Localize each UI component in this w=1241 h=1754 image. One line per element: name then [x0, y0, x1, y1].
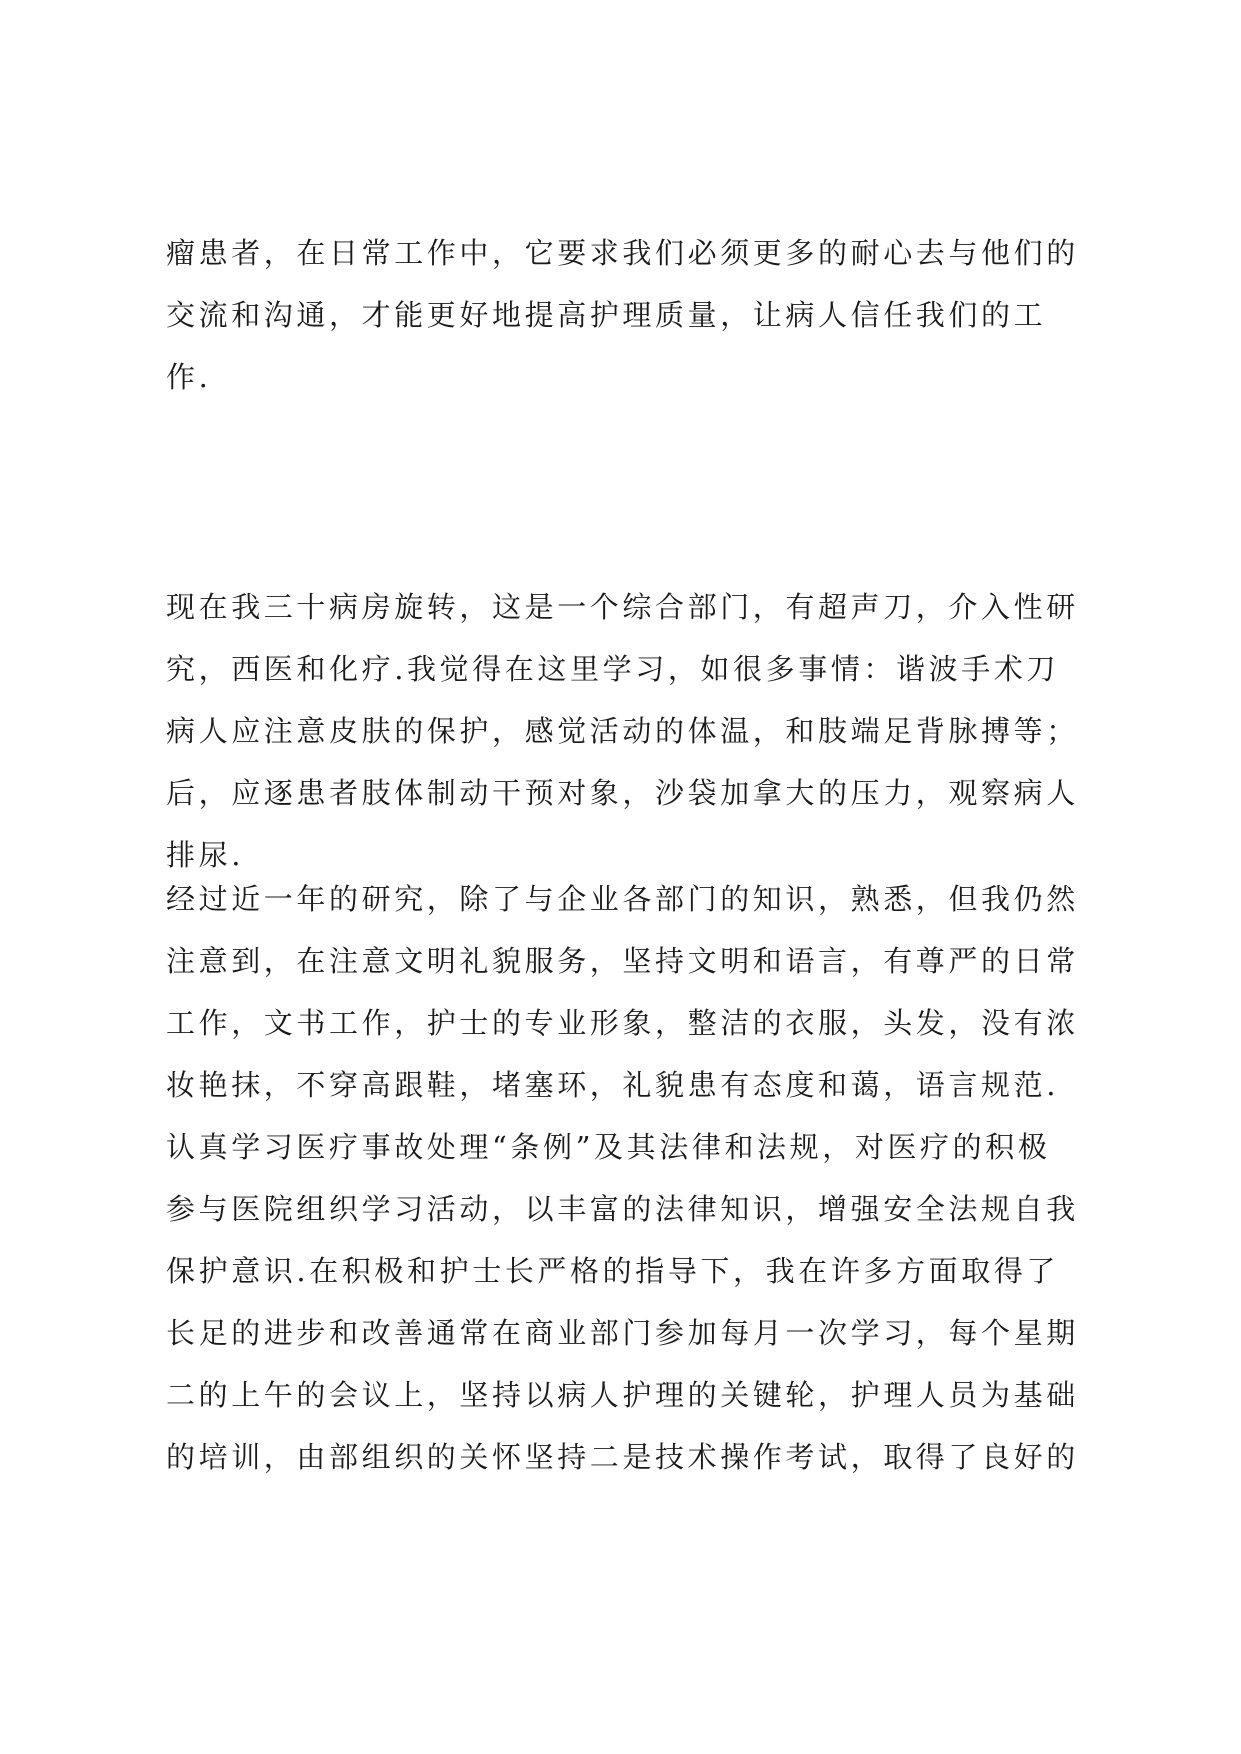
text-line: 现在我三十病房旋转，这是一个综合部门，有超声刀，介入性研	[166, 590, 1079, 624]
text-line: 的培训，由部组织的关怀坚持二是技术操作考试，取得了良好的	[166, 1440, 1079, 1474]
text-line: 究，西医和化疗.我觉得在这里学习，如很多事情：谐波手术刀	[166, 652, 1060, 686]
text-line: 经过近一年的研究，除了与企业各部门的知识，熟悉，但我仍然	[166, 882, 1079, 916]
text-line: 认真学习医疗事故处理“条例”及其法律和法规，对医疗的积极	[166, 1130, 1051, 1164]
paragraph-3	[166, 868, 1094, 1488]
text-line: 病人应注意皮肤的保护，感觉活动的体温，和肢端足背脉搏等；	[166, 714, 1079, 748]
paragraph-2	[166, 576, 1094, 886]
text-line: 排尿.	[166, 838, 245, 872]
text-line: 后，应逐患者肢体制动干预对象，沙袋加拿大的压力，观察病人	[166, 776, 1079, 810]
paragraph-1	[166, 222, 1094, 408]
text-line: 瘤患者，在日常工作中，它要求我们必须更多的耐心去与他们的	[166, 236, 1079, 270]
text-line: 长足的进步和改善通常在商业部门参加每月一次学习，每个星期	[166, 1316, 1079, 1350]
text-line: 工作，文书工作，护士的专业形象，整洁的衣服，头发，没有浓	[166, 1006, 1079, 1040]
text-line: 交流和沟通，才能更好地提高护理质量，让病人信任我们的工	[166, 298, 1047, 332]
text-line: 作.	[166, 360, 212, 394]
text-line: 保护意识.在积极和护士长严格的指导下，我在许多方面取得了	[166, 1254, 1060, 1288]
text-line: 注意到，在注意文明礼貌服务，坚持文明和语言，有尊严的日常	[166, 944, 1079, 978]
text-line: 参与医院组织学习活动，以丰富的法律知识，增强安全法规自我	[166, 1192, 1079, 1226]
text-line: 二的上午的会议上，坚持以病人护理的关键轮，护理人员为基础	[166, 1378, 1079, 1412]
text-line: 妆艳抹，不穿高跟鞋，堵塞环，礼貌患有态度和蔼，语言规范.	[166, 1068, 1060, 1102]
